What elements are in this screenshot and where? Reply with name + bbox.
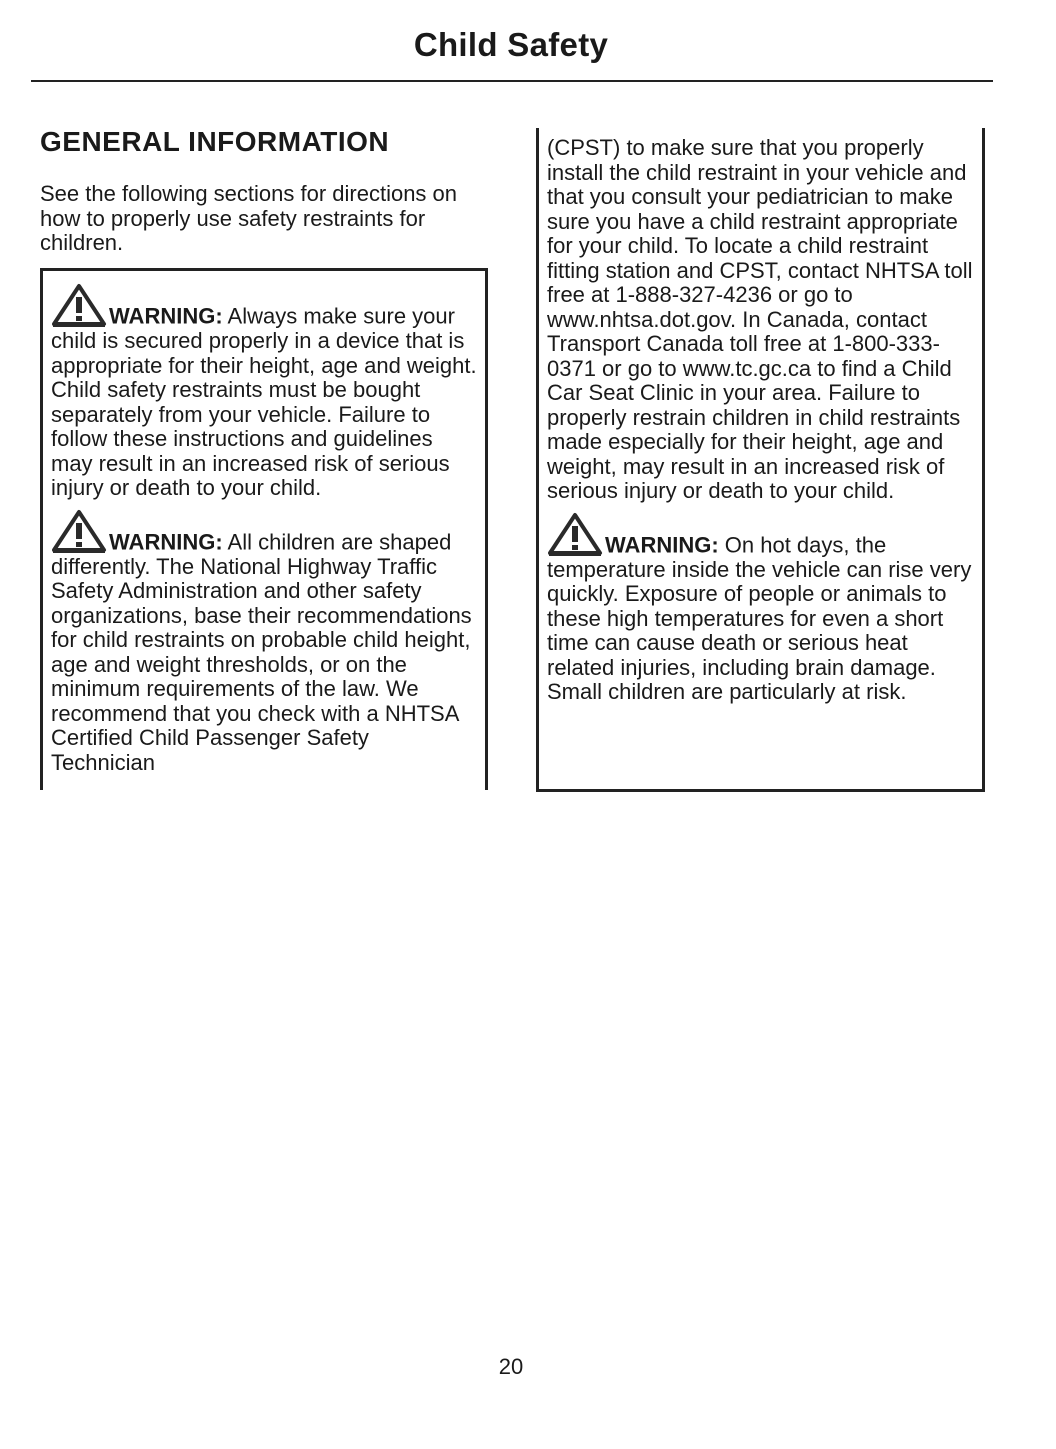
warning-label: WARNING:: [109, 303, 223, 329]
warning-text: All children are shaped differently. The National Highway Traffic Safety Administration and other safety organizations, base their recommendations for child restraints on probable child height, age and weight thresholds, or on the minimum requirements of the law. We recommend that you check with a NHTSA Certified Child Passenger Safety Technician: [51, 529, 472, 775]
warning-2: [51, 509, 477, 776]
warning-triangle-icon: [547, 512, 603, 558]
warning-label: WARNING:: [605, 532, 719, 557]
page-number: 20: [498, 1354, 524, 1379]
title-divider: [31, 80, 993, 82]
warning-3: [547, 512, 974, 705]
warning-box-right: [536, 128, 985, 792]
warning-label: WARNING:: [109, 529, 223, 554]
warning-box-left: [40, 268, 488, 790]
page-title: Child Safety: [413, 26, 609, 63]
warning-triangle-icon: [51, 509, 107, 555]
warning-text: On hot days, the temperature inside the vehicle can rise very quickly. Exposure of people or animals to these high temperatures for even a short time can cause death or serious heat related injuries, including brain damage. Small children are particularly at risk.: [547, 532, 972, 704]
warning-text: Always make sure your child is secured properly in a device that is appropriate for their height, age and weight. Child safety restraints must be bought separately from your vehicle. Failure to follow these instructions and guidelines may result in an increased risk of serious injury or death to your child.: [51, 303, 477, 500]
section-heading: GENERAL INFORMATION: [40, 126, 390, 157]
warning-continuation: (CPST) to make sure that you properly install the child restraint in your vehicle and that you consult your pediatrician to make sure you have a child restraint appropriate for your child. To locate a child restraint fitting station and CPST, contact NHTSA toll free at 1-888-327-4236 or go to www.nhtsa.dot.gov. In Canada, contact Transport Canada toll free at 1-800-333-0371 or go to www.tc.gc.ca to find a Child Car Seat Clinic in your area. Failure to properly restrain children in child restraints made especially for their height, age and weight, may result in an increased risk of serious injury or death to your child.: [547, 135, 973, 503]
intro-paragraph: See the following sections for directions on how to properly use safety restraints for children.: [40, 181, 458, 255]
warning-triangle-icon: [51, 283, 107, 329]
warning-1: [51, 283, 477, 501]
